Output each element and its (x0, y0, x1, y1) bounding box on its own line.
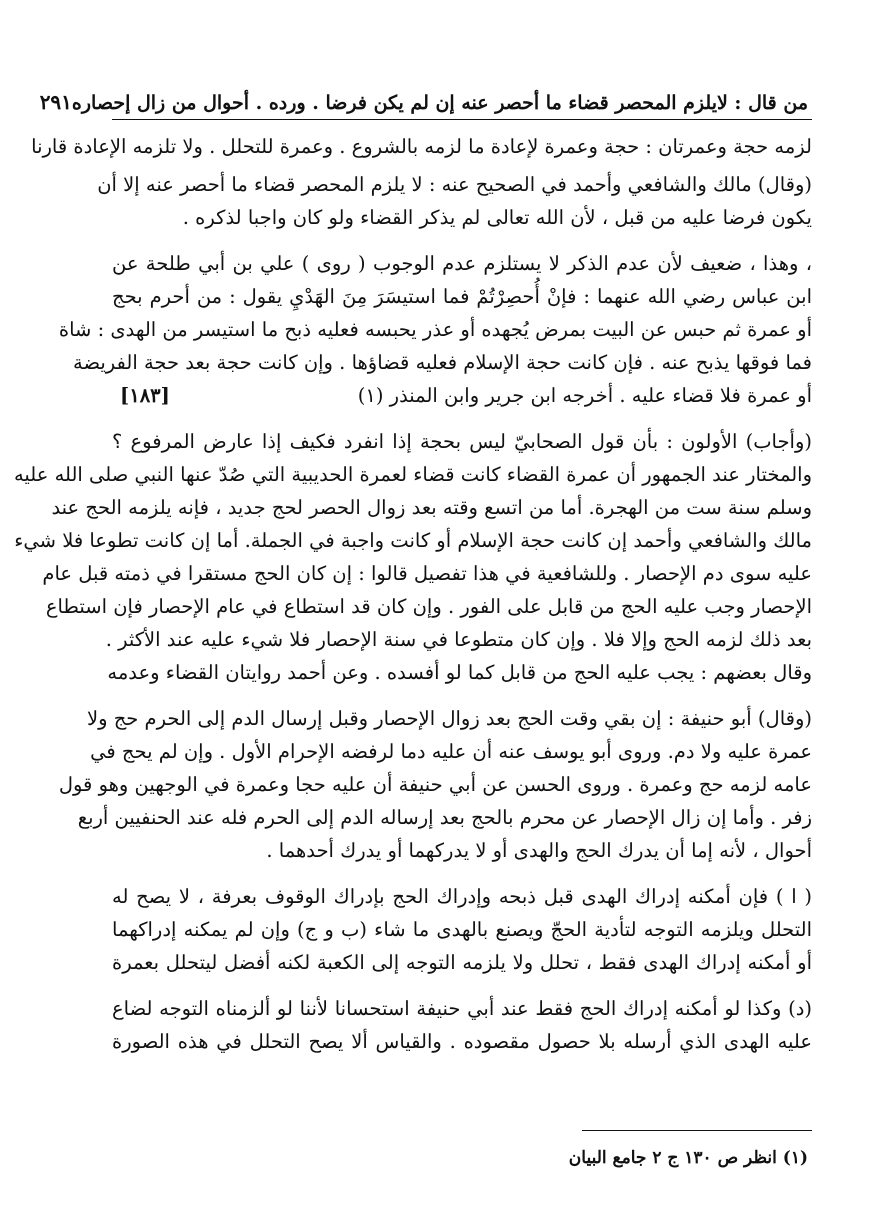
running-header (39, 78, 812, 114)
text-line: يكون فرضا عليه من قبل ، لأن الله تعالى لم يذكر القضاء ولو كان واجبا لذكره . (182, 206, 812, 229)
text-line: (وقال) مالك والشافعي وأحمد في الصحيح عنه : لا يلزم المحصر قضاء ما أحصر عنه إلا أن (97, 173, 812, 196)
text-line-with-ref (112, 379, 812, 412)
text-line: وقال بعضهم : يجب عليه الحج من قابل كما لو أفسده . وعن أحمد روايتان القضاء وعدمه (107, 661, 812, 684)
footnote: (١) انظر ص ١٣٠ ج ٢ جامع البيان (568, 1148, 808, 1168)
text-line: عمرة عليه ولا دم. وروى أبو يوسف عنه أن عليه دما لرفضه الإحرام الأول . وإن لم يحج في (90, 740, 812, 763)
text-line: مالك والشافعي وأحمد إن كانت حجة الإسلام أو كانت واجبة في الجملة. أما إن كانت تطوعا فلا شيء (14, 529, 812, 552)
text-line: لزمه حجة وعمرتان : حجة وعمرة لإعادة ما لزمه بالشروع . وعمرة للتحلل . ولا تلزمه الإعادة قارنا (31, 135, 812, 158)
body-text (13, 130, 812, 1058)
marginal-reference: [١٨٣] (120, 384, 170, 407)
text-line: ( ا ) فإن أمكنه إدراك الهدى قبل ذبحه وإدراك الحج بإدراك الوقوف بعرفة ، لا يصح له (112, 885, 812, 908)
paragraph-1 (31, 130, 812, 163)
text-line: زفر . وأما إن زال الإحصار عن محرم بالحج بعد إرساله الدم إلى الحرم فله عند الحنفيين أربع (77, 806, 812, 829)
text-line: أو عمرة ثم حبس عن البيت بمرض يُجهده أو عذر يحبسه فعليه ذبح ما استيسر من الهدى : شاة (58, 318, 812, 341)
text-line: (د) وكذا لو أمكنه إدراك الحج فقط عند أبي حنيفة استحسانا لأننا لو ألزمناه التوجه لضاع (112, 997, 812, 1020)
text-line: التحلل ويلزمه التوجه لتأدية الحجّ ويصنع بالهدى ما شاء (ب و ج) وإن لم يمكنه إدراكهما (112, 918, 812, 941)
text-line: ابن عباس رضي الله عنهما : فإنْ أُحصِرْتُمْ فما استيسَرَ مِنَ الهَدْيِ يقول : من أحرم بحج (112, 285, 812, 308)
footnote-rule (582, 1130, 812, 1131)
text-line: بعد ذلك لزمه الحج وإلا فلا . وإن كان متطوعا في سنة الإحصار فلا شيء عليه عند الأكثر . (105, 628, 812, 651)
text-line: عليه سوى دم الإحصار . وللشافعية في هذا تفصيل قالوا : إن كان الحج مستقرا في ذمته قبل عام (42, 562, 812, 585)
text-line: (وقال) أبو حنيفة : إن بقي وقت الحج بعد زوال الإحصار وقبل إرسال الدم إلى الحرم حج ولا (86, 707, 812, 730)
text-line: والمختار عند الجمهور أن عمرة القضاء كانت قضاء لعمرة الحديبية التي صُدّ عنها النبي صلى الله عليه (13, 463, 812, 486)
paragraph-4 (13, 425, 812, 689)
paragraph-7 (112, 992, 812, 1058)
text-line: ، وهذا ، ضعيف لأن عدم الذكر لا يستلزم عدم الوجوب ( روى ) علي بن أبي طلحة عن (112, 252, 812, 275)
paragraph-2 (97, 168, 812, 234)
text-line: أو أمكنه إدراك الهدى فقط ، تحلل ولا يلزمه التوجه إلى الكعبة لكنه أفضل ليتحلل بعمرة (112, 951, 812, 974)
paragraph-6 (112, 880, 812, 979)
text-line: عامه لزمه حج وعمرة . وروى الحسن عن أبي حنيفة أن عليه حجا وعمرة في الوجهين وهو قول (58, 773, 812, 796)
text-line: عليه الهدى الذي أرسله بلا حصول مقصوده . والقياس ألا يصح التحلل في هذه الصورة (112, 1030, 812, 1053)
header-title: من قال : لايلزم المحصر قضاء ما أحصر عنه إن لم يكن فرضا . ورده . أحوال من زال إحصاره (71, 92, 808, 114)
paragraph-3 (58, 247, 812, 412)
text-line: وسلم سنة ست من الهجرة. أما من اتسع وقته بعد زوال الحصر لحج جديد ، فإنه يلزمه الحج عند (51, 496, 812, 519)
page-number: ٢٩١ (39, 90, 72, 114)
text-line: أحوال ، لأنه إما أن يدرك الحج والهدى أو لا يدركهما أو يدرك أحدهما . (266, 839, 812, 862)
text-line: أو عمرة فلا قضاء عليه . أخرجه ابن جرير وابن المنذر (١) (357, 384, 812, 407)
text-line: فما فوقها يذبح عنه . فإن كانت حجة الإسلام فعليه قضاؤها . وإن كانت حجة بعد حجة الفريضة (72, 351, 812, 374)
paragraph-5 (58, 702, 812, 867)
header-rule (112, 119, 812, 120)
text-line: (وأجاب) الأولون : بأن قول الصحابيّ ليس بحجة إذا انفرد فكيف إذا عارض المرفوع ؟ (112, 430, 812, 453)
text-line: الإحصار وجب عليه الحج من قابل على الفور . وإن كان قد استطاع في عام الإحصار فإن استطاع (45, 595, 812, 618)
